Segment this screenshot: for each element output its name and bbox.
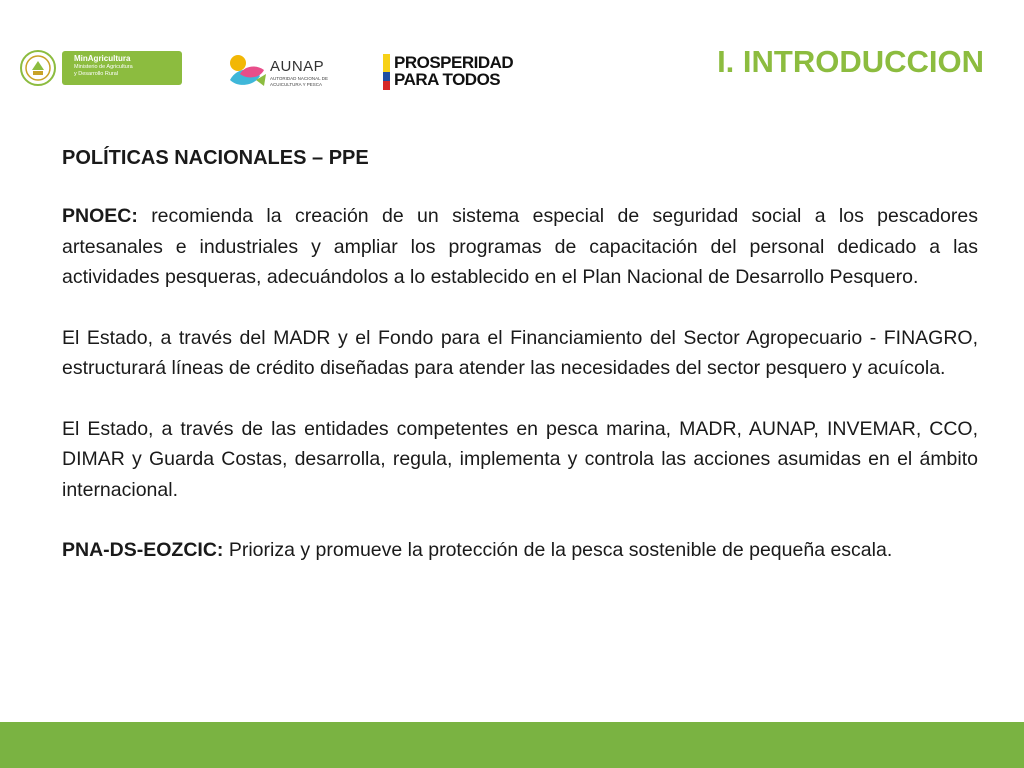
paragraph-finagro	[62, 323, 978, 384]
minagricultura-label-box	[62, 51, 182, 85]
prosperidad-text	[394, 54, 513, 88]
paragraph-text: recomienda la creación de un sistema especial de seguridad social a los pescadores artesanales e industriales y ampliar los programas de capacitación del personal dedicado a las actividades pesqueras, adecuándolos a lo establecido en el Plan Nacional de Desarrollo Pesquero.	[62, 205, 978, 288]
flag-red-stripe	[383, 81, 390, 90]
slide-header	[0, 0, 1024, 110]
flag-yellow-stripe	[383, 54, 390, 72]
paragraph-pnoec	[62, 201, 978, 293]
paragraph-label: PNOEC:	[62, 205, 138, 227]
minagricultura-logo	[20, 50, 162, 86]
paragraph-pesca-marina	[62, 414, 978, 506]
aunap-name: AUNAP	[270, 58, 325, 75]
flag-blue-stripe	[383, 72, 390, 81]
prosperidad-line-2: PARA TODOS	[394, 70, 501, 89]
section-heading: POLÍTICAS NACIONALES – PPE	[62, 147, 369, 169]
minagricultura-subtitle-2: y Desarrollo Rural	[74, 71, 119, 77]
prosperidad-para-todos-logo	[383, 54, 533, 90]
minagricultura-subtitle-1: Ministerio de Agricultura	[74, 64, 133, 70]
minagricultura-title: MinAgricultura	[74, 54, 131, 63]
colombia-seal-icon	[20, 50, 56, 86]
aunap-subtitle: AUTORIDAD NACIONAL DE ACUICULTURA Y PESCA	[270, 76, 329, 87]
paragraph-label: PNA-DS-EOZCIC:	[62, 539, 224, 561]
prosperidad-line-1: PROSPERIDAD	[394, 53, 514, 72]
colombia-flag-icon	[383, 54, 390, 90]
paragraph-text: El Estado, a través del MADR y el Fondo para el Financiamiento del Sector Agropecuario - FINAGRO, estructurará líneas de crédito diseñadas para atender las necesidades del sector pesquero y acuícola.	[62, 326, 978, 379]
aunap-logo	[226, 50, 338, 92]
slide-content	[62, 145, 978, 596]
paragraph-pna-ds-eozcic	[62, 535, 978, 566]
slide-title: I. INTRODUCCION	[717, 44, 984, 79]
paragraph-text: Prioriza y promueve la protección de la pesca sostenible de pequeña escala.	[223, 539, 893, 561]
fish-icon	[226, 50, 268, 92]
footer-bar	[0, 722, 1024, 768]
paragraph-text: El Estado, a través de las entidades competentes en pesca marina, MADR, AUNAP, INVEMAR, CCO, DIMAR y Guarda Costas, desarrolla, regula, implementa y controla las acciones asumidas en el ámbito internacional.	[62, 417, 978, 501]
